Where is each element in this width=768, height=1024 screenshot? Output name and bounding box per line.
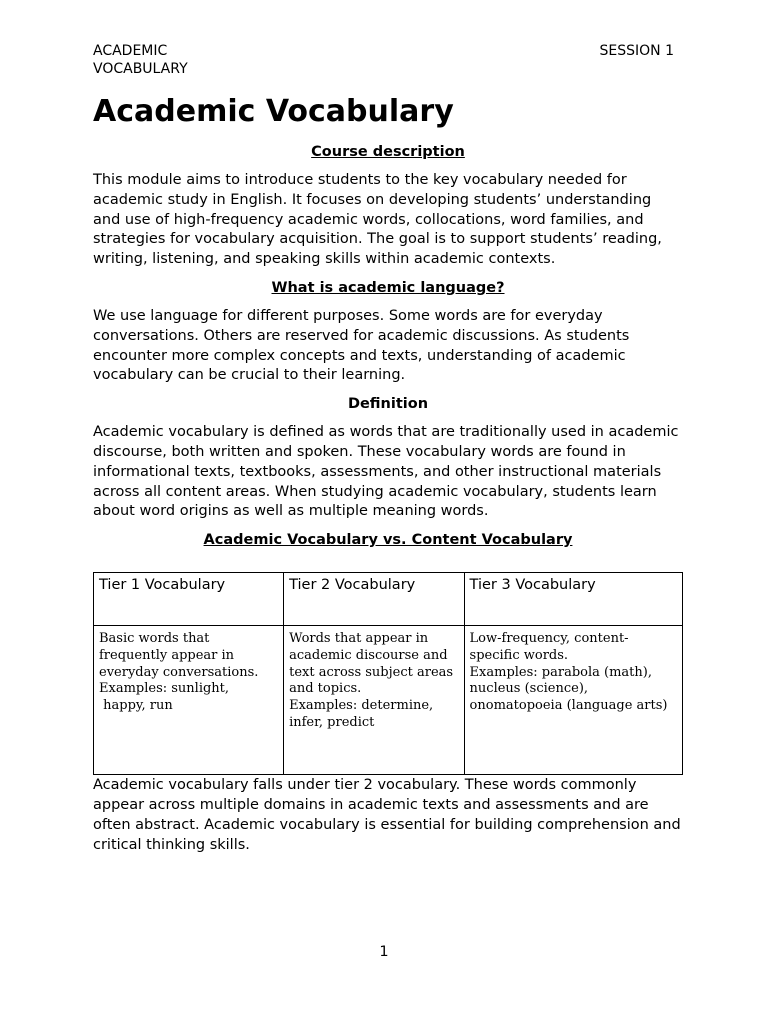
tier2-examples: Examples: determine, infer, predict [289, 697, 438, 730]
document-title: Academic Vocabulary [93, 94, 454, 129]
academic-language-text: We use language for different purposes. Some words are for everyday conversations. Others are reserved for academic discussions. As students encounter more complex concepts and texts, understanding of academic vocabulary can be crucial to their learning. [93, 307, 630, 384]
page-number: 1 [379, 944, 389, 960]
definition-text: Academic vocabulary is defined as words that are traditionally used in academic discourse, both written and spoken. These vocabulary words are found in informational texts, textbooks, assessments, and other instructional materials across all content areas. When studying academic vocabulary, students learn about word origins as well as multiple meaning words. [93, 424, 679, 520]
page-header [93, 42, 683, 82]
course-description-text: This module aims to introduce students to the key vocabulary needed for academic study in English. It focuses on developing students’ understanding and use of high-frequency academic words, collocations, word families, and strategies for vocabulary acquisition. The goal is to support students’ reading, writing, listening, and speaking skills within academic contexts. [93, 172, 662, 268]
definition-heading: Definition [347, 396, 429, 413]
tier3-examples: Examples: parabola (math), nucleus (science), onomatopoeia (language arts) [469, 664, 668, 713]
tier2-cell [284, 626, 464, 775]
course-description-heading: Course description [311, 144, 465, 160]
tier1-examples: Examples: sunlight, [99, 681, 230, 697]
tier3-cell [464, 626, 682, 775]
table-row [94, 626, 683, 775]
document-page [93, 42, 683, 855]
closing-text: Academic vocabulary falls under tier 2 vocabulary. These words commonly appear across multiple domains in academic texts and assessments and are often abstract. Academic vocabulary is essential for building comprehension and critical thinking skills. [93, 777, 681, 853]
header-course-name: ACADEMIC VOCABULARY [93, 43, 188, 77]
comparison-heading: Academic Vocabulary vs. Content Vocabulary [203, 532, 573, 549]
tier2-description: Words that appear in academic discourse and text across subject areas and topics. [289, 631, 458, 697]
table-header-row [94, 573, 683, 626]
tier1-header: Tier 1 Vocabulary [94, 573, 284, 626]
vocabulary-tiers-table [93, 572, 683, 775]
tier1-examples-continued: happy, run [99, 697, 173, 713]
academic-language-heading: What is academic language? [271, 279, 505, 296]
tier1-cell [94, 626, 284, 775]
tier3-description: Low-frequency, content-specific words. [469, 631, 629, 663]
tier2-header: Tier 2 Vocabulary [284, 573, 464, 626]
tier3-header: Tier 3 Vocabulary [464, 573, 682, 626]
header-session: SESSION 1 [599, 43, 674, 59]
tier1-description: Basic words that frequently appear in everyday conversations. [99, 631, 259, 680]
